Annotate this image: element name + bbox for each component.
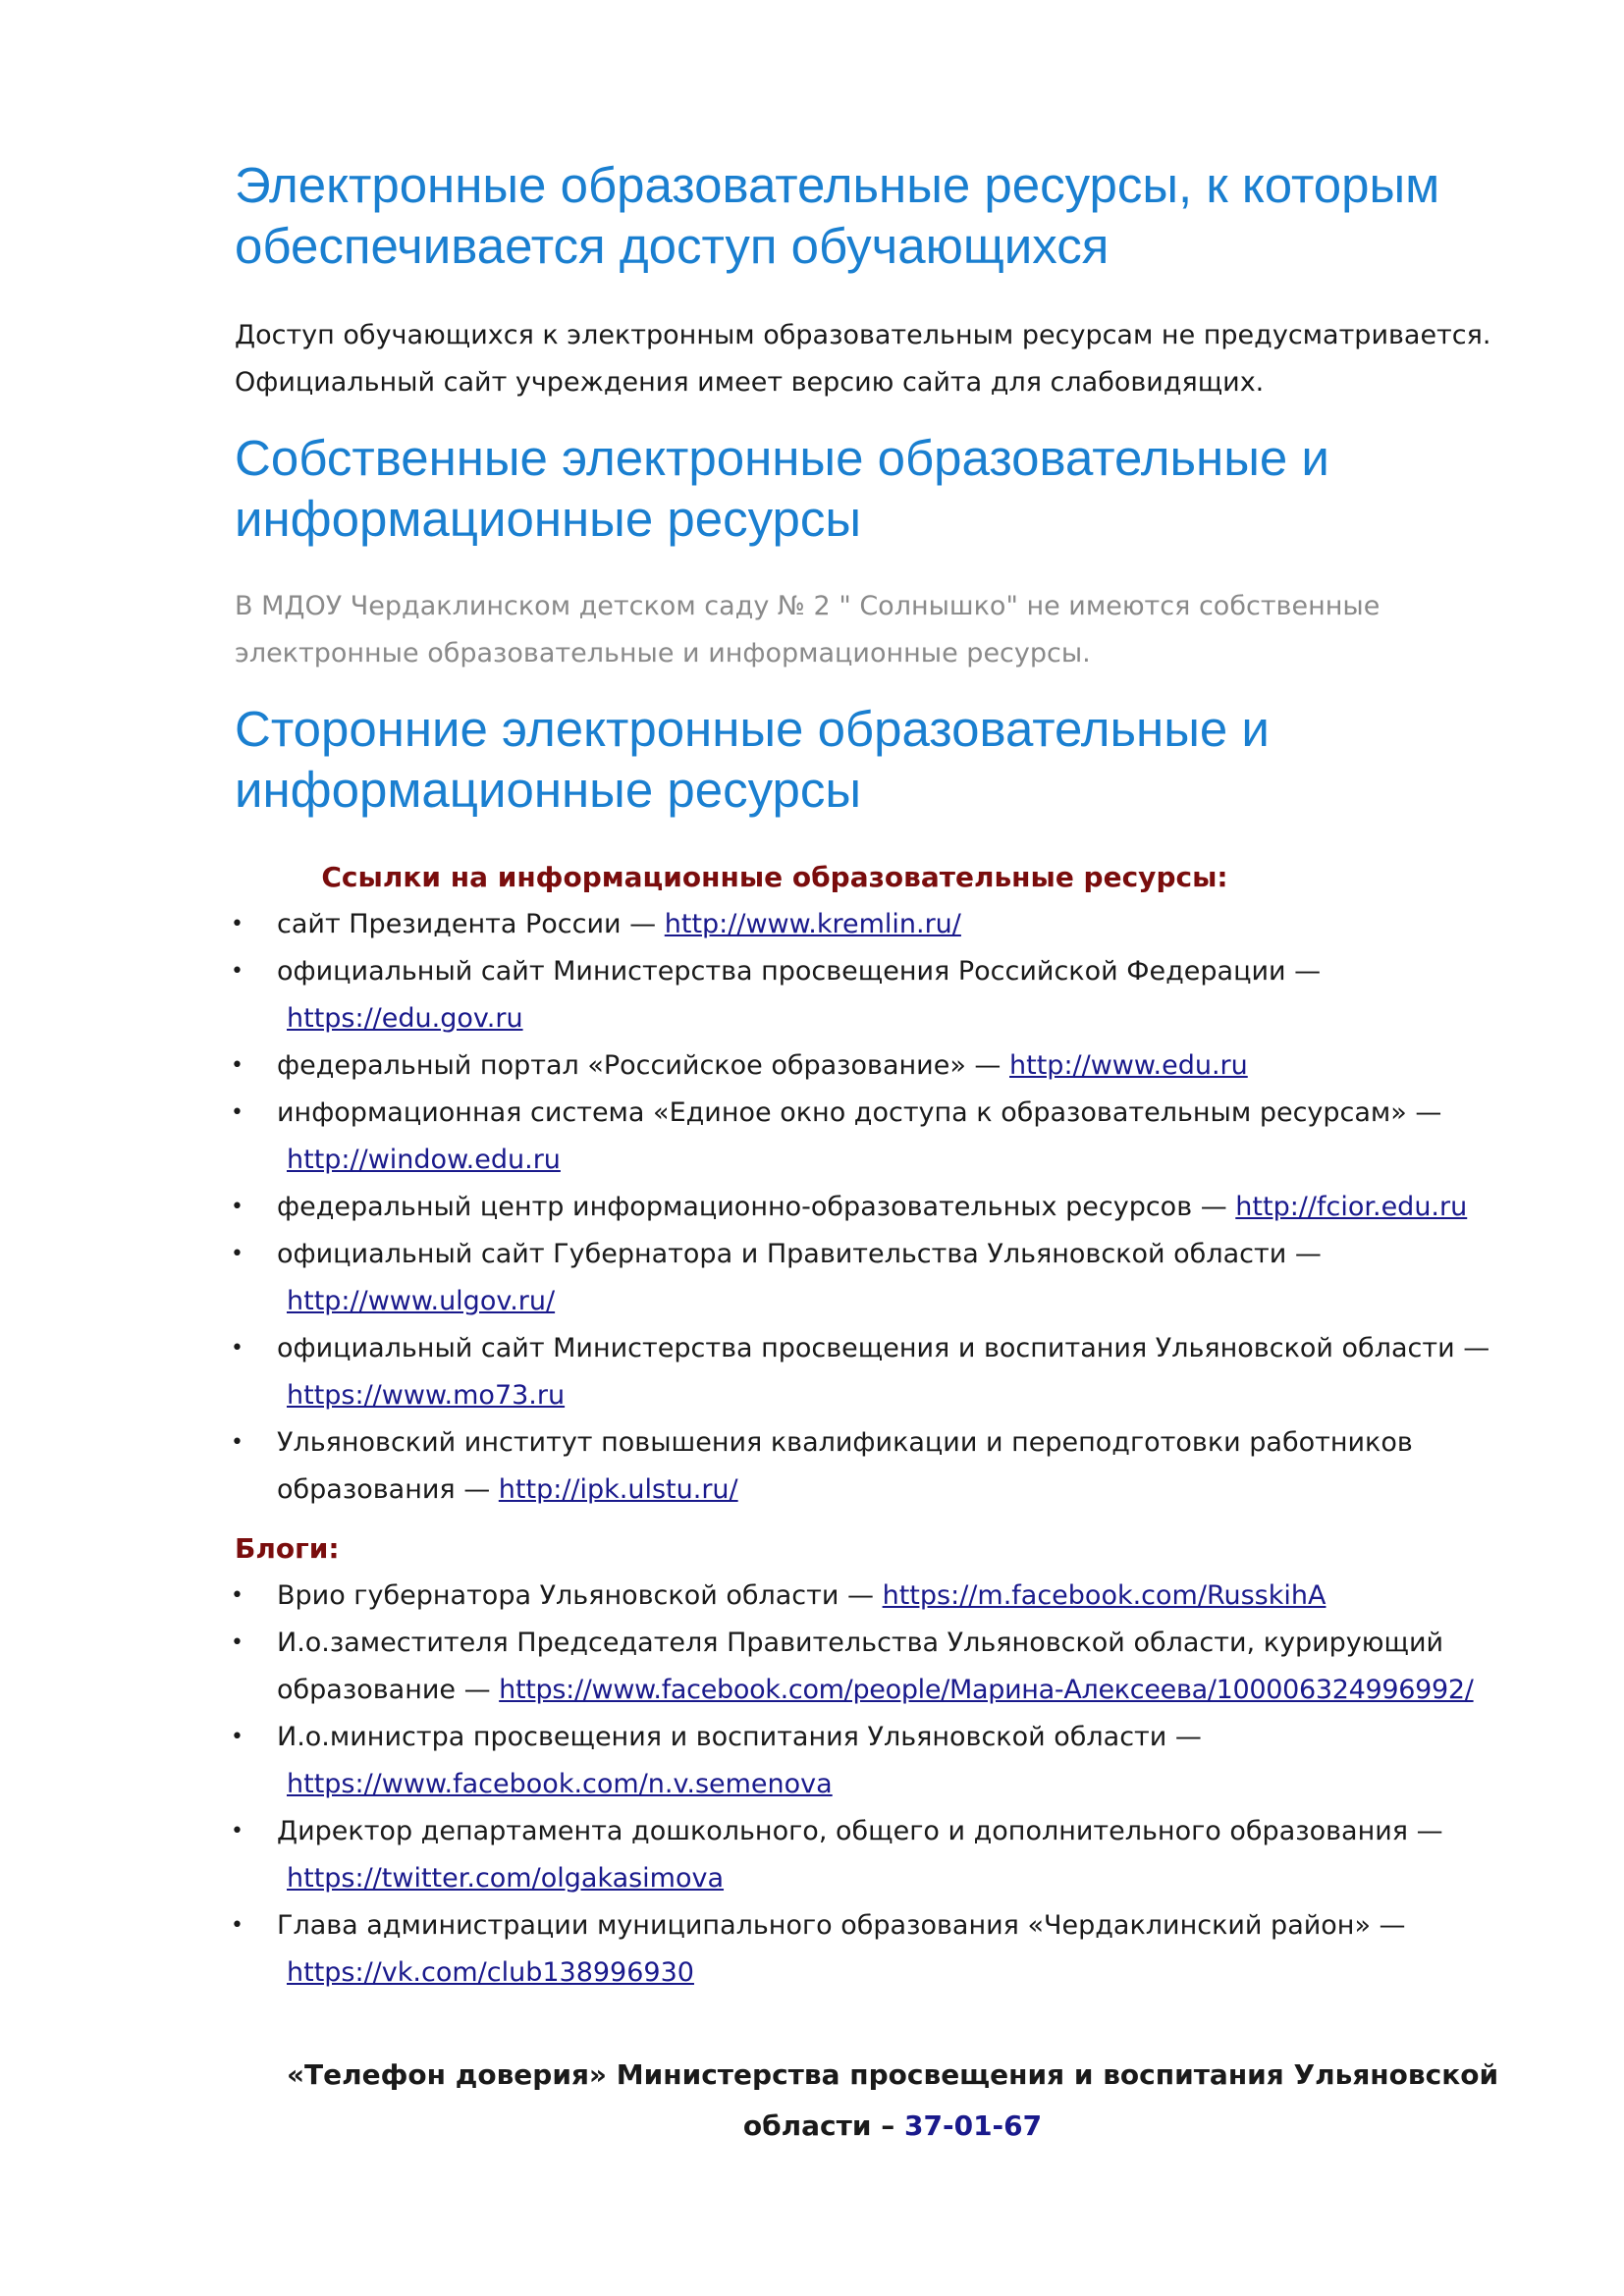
list-item [231, 901, 1550, 948]
bullet-icon: • [231, 1913, 244, 1938]
list-item [231, 1902, 1550, 1997]
list-item-text: И.о.министра просвещения и воспитания Ульяновской области — [277, 1722, 1202, 1752]
list-item-text: Глава администрации муниципального образования «Чердаклинский район» — [277, 1910, 1406, 1941]
list-item-text: федеральный портал «Российское образование» — [277, 1050, 1010, 1081]
phone-number: 37-01-67 [904, 2109, 1043, 2142]
link-ipk[interactable]: http://ipk.ulstu.ru/ [498, 1474, 738, 1505]
bullet-icon: • [231, 1725, 244, 1749]
link-twitter-kasimova[interactable]: https://twitter.com/olgakasimova [287, 1863, 725, 1894]
bullet-icon: • [231, 1053, 244, 1078]
link-fcior[interactable]: http://fcior.edu.ru [1235, 1192, 1468, 1222]
list-item [231, 1090, 1550, 1184]
blogs-list [231, 1573, 1550, 1997]
link-ulgov[interactable]: http://www.ulgov.ru/ [287, 1286, 556, 1316]
section-title-third-party-resources: Сторонние электронные образовательные и информационные ресурсы [235, 701, 1270, 818]
section-title-electronic-resources: Электронные образовательные ресурсы, к которым обеспечивается доступ обучающихся [235, 157, 1440, 274]
bullet-icon: • [231, 1583, 244, 1608]
link-facebook-semenova[interactable]: https://www.facebook.com/n.v.semenova [287, 1769, 833, 1799]
list-item [231, 948, 1550, 1042]
list-item [231, 1325, 1550, 1419]
list-item-text: федеральный центр информационно-образовательных ресурсов — [277, 1192, 1236, 1222]
link-window-edu[interactable]: http://window.edu.ru [287, 1145, 561, 1175]
list-item [231, 1620, 1573, 1714]
trust-phone-footer [264, 2050, 1521, 2152]
bullet-icon: • [231, 1819, 244, 1843]
bullet-icon: • [231, 1100, 244, 1125]
bullet-icon: • [231, 1336, 244, 1361]
link-edu-ru[interactable]: http://www.edu.ru [1009, 1050, 1248, 1081]
link-mo73[interactable]: https://www.mo73.ru [287, 1380, 566, 1411]
list-item-text: официальный сайт Министерства просвещения и воспитания Ульяновской области — [277, 1333, 1490, 1363]
list-item-text: Врио губернатора Ульяновской области — [277, 1580, 883, 1611]
list-item-text: И.о.заместителя Председателя Правительства Ульяновской области, курирующий образование — [277, 1628, 1444, 1705]
links-heading: Ссылки на информационные образовательные ресурсы: [321, 861, 1228, 893]
section-text-access: Доступ обучающихся к электронным образовательным ресурсам не предусматривается. Официальный сайт учреждения имеет версию сайта для слабовидящих. [235, 320, 1491, 398]
list-item [231, 1808, 1550, 1902]
list-item [231, 1184, 1550, 1231]
list-item [231, 1573, 1550, 1620]
link-facebook-alekseeva[interactable]: https://www.facebook.com/people/Марина-Алексеева/100006324996992/ [499, 1675, 1474, 1705]
list-item-text: Ульяновский институт повышения квалификации и переподготовки работников образования — [277, 1427, 1413, 1505]
list-item [231, 1419, 1435, 1514]
link-vk-club[interactable]: https://vk.com/club138996930 [287, 1957, 694, 1988]
list-item-text: сайт Президента России — [277, 909, 665, 939]
link-facebook-russkih[interactable]: https://m.facebook.com/RusskihA [882, 1580, 1326, 1611]
list-item-text: официальный сайт Губернатора и Правительства Ульяновской области — [277, 1239, 1322, 1269]
list-item-text: официальный сайт Министерства просвещения Российской Федерации — [277, 956, 1322, 987]
bullet-icon: • [231, 959, 244, 984]
list-item-text: Директор департамента дошкольного, общего и дополнительного образования — [277, 1816, 1443, 1846]
section-title-own-resources: Собственные электронные образовательные и информационные ресурсы [235, 430, 1329, 547]
link-kremlin[interactable]: http://www.kremlin.ru/ [664, 909, 961, 939]
bullet-icon: • [231, 912, 244, 936]
list-item [231, 1714, 1550, 1808]
footer-text: «Телефон доверия» Министерства просвещения и воспитания Ульяновской области – [286, 2058, 1499, 2142]
list-item [231, 1042, 1550, 1090]
bullet-icon: • [231, 1430, 244, 1455]
section-text-own-resources: В МДОУ Чердаклинском детском саду № 2 " Солнышко" не имеются собственные электронные образовательные и информационные ресурсы. [235, 591, 1380, 668]
blogs-heading: Блоги: [235, 1532, 340, 1565]
list-item [231, 1231, 1550, 1325]
bullet-icon: • [231, 1242, 244, 1266]
resource-links-list [231, 901, 1550, 1514]
bullet-icon: • [231, 1630, 244, 1655]
bullet-icon: • [231, 1195, 244, 1219]
link-edu-gov[interactable]: https://edu.gov.ru [287, 1003, 523, 1034]
list-item-text: информационная система «Единое окно доступа к образовательным ресурсам» — [277, 1097, 1442, 1128]
